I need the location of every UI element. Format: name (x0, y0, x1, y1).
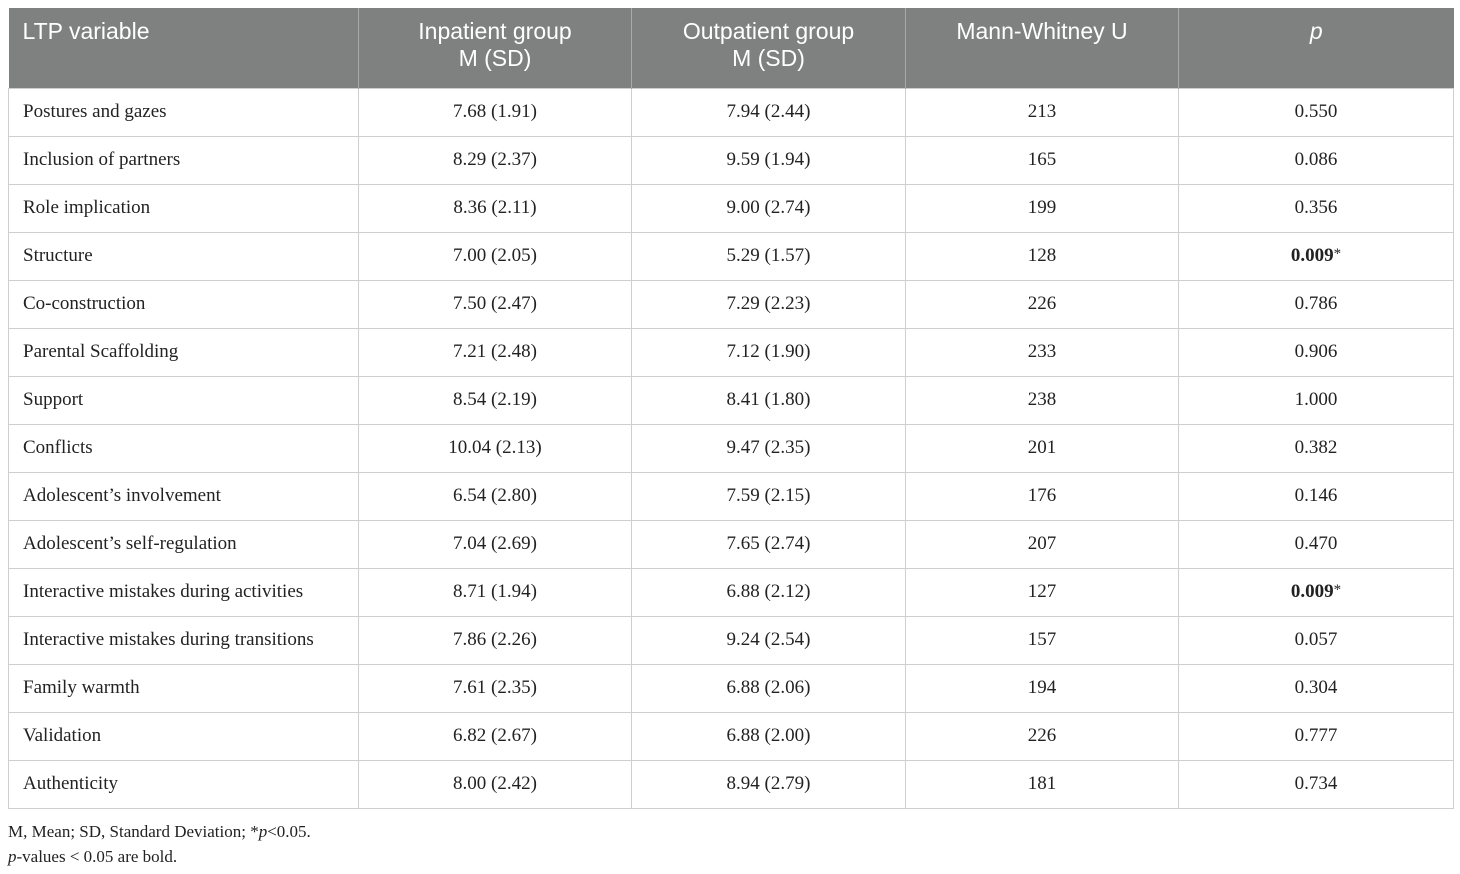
table-row (9, 232, 1454, 280)
ltp-comparison-table (8, 8, 1454, 809)
cell-inpatient: 6.54 (2.80) (359, 472, 632, 520)
cell-p-value (1179, 760, 1454, 808)
cell-inpatient: 7.50 (2.47) (359, 280, 632, 328)
p-value-text: 0.734 (1294, 773, 1338, 794)
table-row (9, 568, 1454, 616)
cell-inpatient: 7.00 (2.05) (359, 232, 632, 280)
p-value-text: 0.009 (1290, 245, 1334, 266)
cell-outpatient: 9.47 (2.35) (632, 424, 906, 472)
cell-p-value (1179, 616, 1454, 664)
p-value-text: 0.906 (1294, 341, 1338, 362)
cell-outpatient: 7.29 (2.23) (632, 280, 906, 328)
cell-outpatient: 6.88 (2.00) (632, 712, 906, 760)
table-row (9, 472, 1454, 520)
header-mann-whitney-u: Mann-Whitney U (906, 8, 1179, 88)
cell-outpatient: 6.88 (2.12) (632, 568, 906, 616)
cell-mann-whitney-u: 128 (906, 232, 1179, 280)
p-value-text: 1.000 (1294, 389, 1338, 410)
cell-inpatient: 7.04 (2.69) (359, 520, 632, 568)
cell-variable: Structure (9, 232, 359, 280)
cell-p-value (1179, 184, 1454, 232)
p-value-text: 0.777 (1294, 725, 1338, 746)
cell-inpatient: 7.21 (2.48) (359, 328, 632, 376)
cell-mann-whitney-u: 207 (906, 520, 1179, 568)
cell-inpatient: 8.36 (2.11) (359, 184, 632, 232)
header-inpatient-group: Inpatient group M (SD) (359, 8, 632, 88)
cell-outpatient: 9.00 (2.74) (632, 184, 906, 232)
cell-variable: Role implication (9, 184, 359, 232)
cell-inpatient: 8.29 (2.37) (359, 136, 632, 184)
cell-outpatient: 5.29 (1.57) (632, 232, 906, 280)
cell-p-value (1179, 520, 1454, 568)
cell-inpatient: 8.54 (2.19) (359, 376, 632, 424)
table-row (9, 136, 1454, 184)
cell-inpatient: 8.71 (1.94) (359, 568, 632, 616)
p-value-text: 0.009 (1290, 581, 1334, 602)
cell-variable: Conflicts (9, 424, 359, 472)
table-row (9, 760, 1454, 808)
cell-mann-whitney-u: 127 (906, 568, 1179, 616)
cell-variable: Validation (9, 712, 359, 760)
cell-variable: Family warmth (9, 664, 359, 712)
cell-p-value (1179, 136, 1454, 184)
cell-outpatient: 8.94 (2.79) (632, 760, 906, 808)
cell-variable: Inclusion of partners (9, 136, 359, 184)
cell-variable: Parental Scaffolding (9, 328, 359, 376)
cell-variable: Interactive mistakes during activities (9, 568, 359, 616)
cell-outpatient: 7.59 (2.15) (632, 472, 906, 520)
cell-mann-whitney-u: 165 (906, 136, 1179, 184)
cell-variable: Support (9, 376, 359, 424)
table-body (9, 88, 1454, 808)
cell-outpatient: 9.59 (1.94) (632, 136, 906, 184)
cell-outpatient: 6.88 (2.06) (632, 664, 906, 712)
significance-marker: * (1333, 582, 1342, 598)
cell-p-value (1179, 712, 1454, 760)
cell-variable: Adolescent’s involvement (9, 472, 359, 520)
cell-inpatient: 10.04 (2.13) (359, 424, 632, 472)
cell-mann-whitney-u: 194 (906, 664, 1179, 712)
cell-p-value (1179, 568, 1454, 616)
header-p-value: p (1179, 8, 1454, 88)
cell-outpatient: 7.12 (1.90) (632, 328, 906, 376)
table-row (9, 184, 1454, 232)
cell-inpatient: 7.61 (2.35) (359, 664, 632, 712)
cell-mann-whitney-u: 181 (906, 760, 1179, 808)
table-row (9, 616, 1454, 664)
cell-variable: Interactive mistakes during transitions (9, 616, 359, 664)
cell-p-value (1179, 376, 1454, 424)
cell-p-value (1179, 664, 1454, 712)
cell-outpatient: 9.24 (2.54) (632, 616, 906, 664)
cell-outpatient: 7.65 (2.74) (632, 520, 906, 568)
p-value-text: 0.470 (1294, 533, 1338, 554)
cell-mann-whitney-u: 213 (906, 88, 1179, 136)
note-abbreviations: M, Mean; SD, Standard Deviation; *p<0.05. (8, 822, 311, 841)
cell-inpatient: 7.86 (2.26) (359, 616, 632, 664)
cell-outpatient: 8.41 (1.80) (632, 376, 906, 424)
p-value-text: 0.356 (1294, 197, 1338, 218)
cell-mann-whitney-u: 176 (906, 472, 1179, 520)
cell-mann-whitney-u: 226 (906, 280, 1179, 328)
cell-mann-whitney-u: 199 (906, 184, 1179, 232)
cell-mann-whitney-u: 157 (906, 616, 1179, 664)
cell-variable: Adolescent’s self-regulation (9, 520, 359, 568)
cell-p-value (1179, 472, 1454, 520)
p-value-text: 0.146 (1294, 485, 1338, 506)
p-value-text: 0.786 (1294, 293, 1338, 314)
cell-p-value (1179, 280, 1454, 328)
header-outpatient-group: Outpatient group M (SD) (632, 8, 906, 88)
table-row (9, 280, 1454, 328)
cell-mann-whitney-u: 226 (906, 712, 1179, 760)
p-value-text: 0.550 (1294, 101, 1338, 122)
table-row (9, 520, 1454, 568)
p-value-text: 0.304 (1294, 677, 1338, 698)
cell-inpatient: 6.82 (2.67) (359, 712, 632, 760)
cell-p-value (1179, 88, 1454, 136)
cell-variable: Co-construction (9, 280, 359, 328)
cell-inpatient: 8.00 (2.42) (359, 760, 632, 808)
cell-outpatient: 7.94 (2.44) (632, 88, 906, 136)
p-value-text: 0.382 (1294, 437, 1338, 458)
cell-p-value (1179, 232, 1454, 280)
table-row (9, 424, 1454, 472)
table-row (9, 376, 1454, 424)
table-row (9, 712, 1454, 760)
cell-p-value (1179, 424, 1454, 472)
p-value-text: 0.086 (1294, 149, 1338, 170)
table-header-row (9, 8, 1454, 88)
table-notes (8, 819, 311, 869)
cell-inpatient: 7.68 (1.91) (359, 88, 632, 136)
p-value-text: 0.057 (1294, 629, 1338, 650)
cell-p-value (1179, 328, 1454, 376)
table-row (9, 664, 1454, 712)
cell-variable: Postures and gazes (9, 88, 359, 136)
note-bold-explanation: p-values < 0.05 are bold. (8, 847, 178, 866)
cell-mann-whitney-u: 233 (906, 328, 1179, 376)
results-table-container (8, 8, 1453, 809)
table-row (9, 88, 1454, 136)
header-ltp-variable: LTP variable (9, 8, 359, 88)
cell-mann-whitney-u: 201 (906, 424, 1179, 472)
table-row (9, 328, 1454, 376)
cell-mann-whitney-u: 238 (906, 376, 1179, 424)
significance-marker: * (1333, 246, 1342, 262)
cell-variable: Authenticity (9, 760, 359, 808)
